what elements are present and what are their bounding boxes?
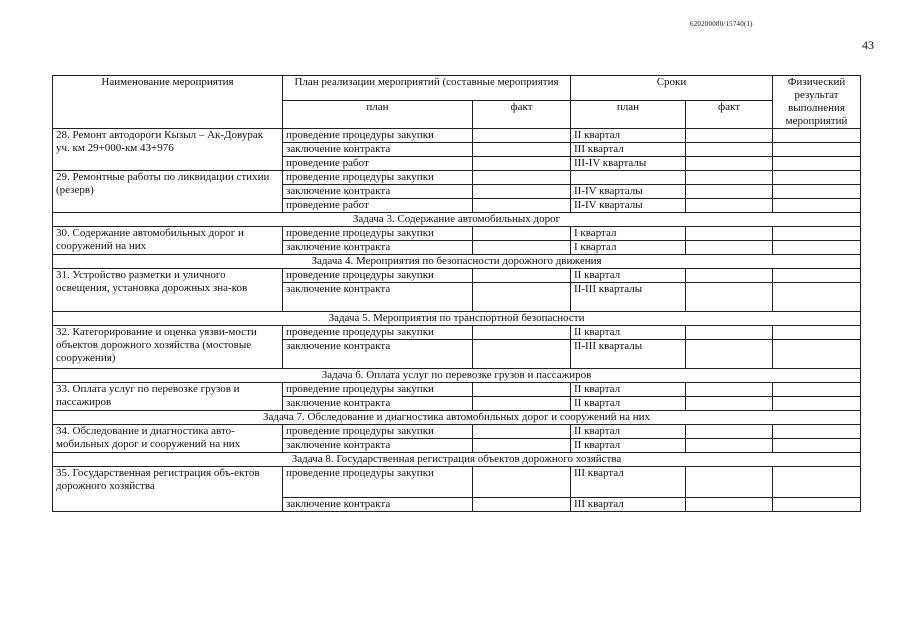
result-cell bbox=[773, 467, 861, 498]
fact-cell bbox=[473, 185, 571, 199]
term-cell: II-III кварталы bbox=[571, 340, 686, 369]
term-cell: I квартал bbox=[571, 241, 686, 255]
event-name: 31. Устройство разметки и уличного освещения, установка дорожных зна-ков bbox=[53, 269, 283, 312]
task-title: Задача 8. Государственная регистрация объектов дорожного хозяйства bbox=[53, 453, 861, 467]
header-terms: Сроки bbox=[571, 76, 773, 101]
fact-cell bbox=[473, 467, 571, 498]
fact-cell bbox=[473, 129, 571, 143]
header-physical: Физический результат выполнения мероприятий bbox=[773, 76, 861, 129]
result-cell bbox=[773, 498, 861, 512]
result-cell bbox=[773, 241, 861, 255]
term-fact-cell bbox=[686, 340, 773, 369]
fact-cell bbox=[473, 439, 571, 453]
term-cell: II-IV кварталы bbox=[571, 185, 686, 199]
stage-cell: проведение процедуры закупки bbox=[283, 383, 473, 397]
term-cell: II квартал bbox=[571, 439, 686, 453]
result-cell bbox=[773, 439, 861, 453]
result-cell bbox=[773, 129, 861, 143]
result-cell bbox=[773, 157, 861, 171]
term-cell: III квартал bbox=[571, 467, 686, 498]
fact-cell bbox=[473, 143, 571, 157]
fact-cell bbox=[473, 397, 571, 411]
stage-cell: проведение процедуры закупки bbox=[283, 227, 473, 241]
term-cell: II-III кварталы bbox=[571, 283, 686, 312]
table-row bbox=[53, 129, 861, 143]
fact-cell bbox=[473, 171, 571, 185]
term-fact-cell bbox=[686, 185, 773, 199]
fact-cell bbox=[473, 498, 571, 512]
header-name: Наименование мероприятия bbox=[53, 76, 283, 129]
term-cell: II квартал bbox=[571, 326, 686, 340]
event-name: 32. Категорирование и оценка уязви-мости объектов дорожного хозяйства (мостовые сооружения) bbox=[53, 326, 283, 369]
table-row bbox=[53, 227, 861, 241]
table-row bbox=[53, 383, 861, 397]
fact-cell bbox=[473, 340, 571, 369]
task-title: Задача 6. Оплата услуг по перевозке грузов и пассажиров bbox=[53, 369, 861, 383]
result-cell bbox=[773, 425, 861, 439]
task-row bbox=[53, 453, 861, 467]
term-cell: I квартал bbox=[571, 227, 686, 241]
task-title: Задача 3. Содержание автомобильных дорог bbox=[53, 213, 861, 227]
result-cell bbox=[773, 171, 861, 185]
stage-cell: проведение процедуры закупки bbox=[283, 171, 473, 185]
term-fact-cell bbox=[686, 269, 773, 283]
term-fact-cell bbox=[686, 241, 773, 255]
event-name: 33. Оплата услуг по перевозке грузов и пассажиров bbox=[53, 383, 283, 411]
table-row bbox=[53, 467, 861, 498]
term-fact-cell bbox=[686, 171, 773, 185]
term-fact-cell bbox=[686, 397, 773, 411]
task-row bbox=[53, 369, 861, 383]
stage-cell: заключение контракта bbox=[283, 241, 473, 255]
term-cell: II квартал bbox=[571, 397, 686, 411]
header-plan: план bbox=[283, 101, 473, 129]
term-fact-cell bbox=[686, 227, 773, 241]
stage-cell: проведение процедуры закупки bbox=[283, 425, 473, 439]
event-name: 30. Содержание автомобильных дорог и сооружений на них bbox=[53, 227, 283, 255]
task-title: Задача 5. Мероприятия по транспортной безопасности bbox=[53, 312, 861, 326]
stage-cell: заключение контракта bbox=[283, 397, 473, 411]
result-cell bbox=[773, 340, 861, 369]
term-cell: III квартал bbox=[571, 143, 686, 157]
stage-cell: заключение контракта bbox=[283, 439, 473, 453]
table-row bbox=[53, 269, 861, 283]
term-fact-cell bbox=[686, 157, 773, 171]
fact-cell bbox=[473, 199, 571, 213]
stage-cell: проведение процедуры закупки bbox=[283, 326, 473, 340]
term-cell: II квартал bbox=[571, 269, 686, 283]
result-cell bbox=[773, 283, 861, 312]
event-name: 29. Ремонтные работы по ликвидации стихии (резерв) bbox=[53, 171, 283, 213]
header-terms-plan: план bbox=[571, 101, 686, 129]
term-cell: II квартал bbox=[571, 425, 686, 439]
stage-cell: проведение процедуры закупки bbox=[283, 269, 473, 283]
term-fact-cell bbox=[686, 129, 773, 143]
task-row bbox=[53, 213, 861, 227]
page-number: 43 bbox=[862, 38, 874, 52]
fact-cell bbox=[473, 269, 571, 283]
term-fact-cell bbox=[686, 383, 773, 397]
term-cell bbox=[571, 171, 686, 185]
result-cell bbox=[773, 383, 861, 397]
result-cell bbox=[773, 269, 861, 283]
stage-cell: заключение контракта bbox=[283, 340, 473, 369]
header-terms-fact: факт bbox=[686, 101, 773, 129]
term-cell: II квартал bbox=[571, 383, 686, 397]
term-cell: II квартал bbox=[571, 129, 686, 143]
term-fact-cell bbox=[686, 143, 773, 157]
event-name: 35. Государственная регистрация объ-ектов дорожного хозяйства bbox=[53, 467, 283, 512]
result-cell bbox=[773, 199, 861, 213]
fact-cell bbox=[473, 283, 571, 312]
term-fact-cell bbox=[686, 283, 773, 312]
document-code: 620200080/15740(1) bbox=[690, 20, 753, 28]
task-row bbox=[53, 255, 861, 269]
stage-cell: проведение процедуры закупки bbox=[283, 129, 473, 143]
fact-cell bbox=[473, 227, 571, 241]
table-row bbox=[53, 326, 861, 340]
stage-cell: заключение контракта bbox=[283, 185, 473, 199]
fact-cell bbox=[473, 157, 571, 171]
task-row bbox=[53, 312, 861, 326]
stage-cell: заключение контракта bbox=[283, 283, 473, 312]
term-cell: II-IV кварталы bbox=[571, 199, 686, 213]
fact-cell bbox=[473, 326, 571, 340]
stage-cell: заключение контракта bbox=[283, 143, 473, 157]
event-name: 28. Ремонт автодороги Кызыл – Ак-Довурак уч. км 29+000-км 43+976 bbox=[53, 129, 283, 171]
stage-cell: проведение работ bbox=[283, 157, 473, 171]
header-row bbox=[53, 76, 861, 101]
table-row bbox=[53, 171, 861, 185]
term-cell: III квартал bbox=[571, 498, 686, 512]
task-title: Задача 4. Мероприятия по безопасности дорожного движения bbox=[53, 255, 861, 269]
task-row bbox=[53, 411, 861, 425]
term-fact-cell bbox=[686, 199, 773, 213]
event-name: 34. Обследование и диагностика авто-мобильных дорог и сооружений на них bbox=[53, 425, 283, 453]
term-fact-cell bbox=[686, 467, 773, 498]
header-fact: факт bbox=[473, 101, 571, 129]
fact-cell bbox=[473, 425, 571, 439]
term-cell: III-IV кварталы bbox=[571, 157, 686, 171]
result-cell bbox=[773, 227, 861, 241]
header-plan-impl: План реализации мероприятий (составные мероприятия bbox=[283, 76, 571, 101]
fact-cell bbox=[473, 241, 571, 255]
result-cell bbox=[773, 397, 861, 411]
stage-cell: проведение работ bbox=[283, 199, 473, 213]
stage-cell: заключение контракта bbox=[283, 498, 473, 512]
events-table bbox=[52, 75, 861, 512]
term-fact-cell bbox=[686, 498, 773, 512]
result-cell bbox=[773, 326, 861, 340]
task-title: Задача 7. Обследование и диагностика автомобильных дорог и сооружений на них bbox=[53, 411, 861, 425]
term-fact-cell bbox=[686, 425, 773, 439]
result-cell bbox=[773, 143, 861, 157]
table-row bbox=[53, 425, 861, 439]
fact-cell bbox=[473, 383, 571, 397]
term-fact-cell bbox=[686, 326, 773, 340]
result-cell bbox=[773, 185, 861, 199]
stage-cell: проведение процедуры закупки bbox=[283, 467, 473, 498]
term-fact-cell bbox=[686, 439, 773, 453]
